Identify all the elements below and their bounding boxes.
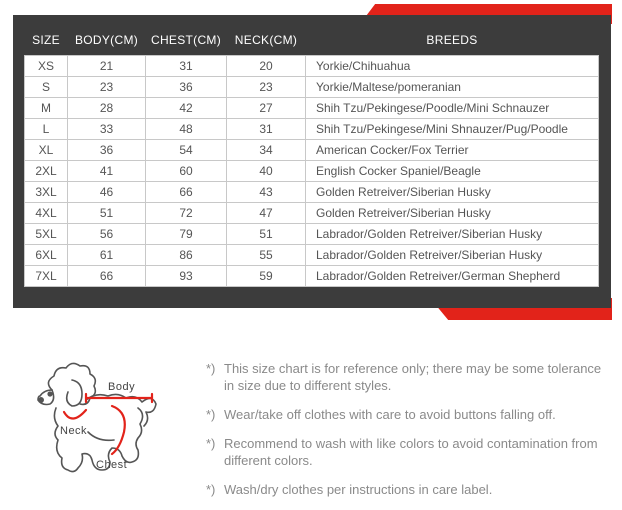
- chest-label: Chest: [96, 459, 128, 471]
- dog-ear-outline: [67, 380, 82, 406]
- header-size: SIZE: [32, 32, 60, 47]
- table-row: [25, 203, 599, 224]
- table-row: [25, 56, 599, 77]
- table-row: [25, 224, 599, 245]
- cell-chest: 31: [146, 56, 227, 77]
- note-item: [206, 406, 606, 423]
- cell-size: L: [25, 119, 68, 140]
- cell-chest: 72: [146, 203, 227, 224]
- cell-neck: 27: [227, 98, 306, 119]
- table-row: [25, 182, 599, 203]
- cell-chest: 66: [146, 182, 227, 203]
- header-body: BODY(CM): [74, 32, 139, 47]
- cell-neck: 23: [227, 77, 306, 98]
- cell-breeds: Yorkie/Chihuahua: [306, 56, 599, 77]
- table-row: [25, 266, 599, 287]
- dog-chest-curve: [88, 432, 114, 440]
- cell-body: 46: [68, 182, 146, 203]
- cell-neck: 59: [227, 266, 306, 287]
- cell-neck: 40: [227, 161, 306, 182]
- cell-size: 5XL: [25, 224, 68, 245]
- cell-body: 56: [68, 224, 146, 245]
- cell-body: 36: [68, 140, 146, 161]
- cell-neck: 20: [227, 56, 306, 77]
- cell-breeds: Golden Retreiver/Siberian Husky: [306, 182, 599, 203]
- cell-size: 2XL: [25, 161, 68, 182]
- dog-body-top-outline: [86, 394, 156, 426]
- note-marker: *): [206, 407, 216, 422]
- cell-chest: 42: [146, 98, 227, 119]
- header-row: [25, 24, 599, 56]
- note-item: [206, 360, 606, 394]
- cell-chest: 60: [146, 161, 227, 182]
- cell-neck: 31: [227, 119, 306, 140]
- table-row: [25, 119, 599, 140]
- table-row: [25, 98, 599, 119]
- cell-body: 66: [68, 266, 146, 287]
- cell-breeds: Golden Retreiver/Siberian Husky: [306, 203, 599, 224]
- cell-breeds: Shih Tzu/Pekingese/Mini Shnauzer/Pug/Poodle: [306, 119, 599, 140]
- cell-body: 61: [68, 245, 146, 266]
- chest-measure-ring: [112, 406, 125, 454]
- dog-measurement-diagram: [30, 360, 190, 500]
- cell-chest: 93: [146, 266, 227, 287]
- cell-breeds: Yorkie/Maltese/pomeranian: [306, 77, 599, 98]
- note-text: Wear/take off clothes with care to avoid buttons falling off.: [224, 407, 556, 422]
- dog-eye: [48, 392, 52, 396]
- cell-chest: 54: [146, 140, 227, 161]
- cell-neck: 47: [227, 203, 306, 224]
- header-neck: NECK(CM): [234, 32, 298, 47]
- note-marker: *): [206, 361, 216, 376]
- neck-measure-ring: [64, 410, 86, 419]
- table-row: [25, 140, 599, 161]
- cell-size: 3XL: [25, 182, 68, 203]
- header-breeds: BREEDS: [426, 32, 478, 47]
- cell-breeds: American Cocker/Fox Terrier: [306, 140, 599, 161]
- cell-body: 21: [68, 56, 146, 77]
- cell-neck: 43: [227, 182, 306, 203]
- cell-body: 28: [68, 98, 146, 119]
- cell-body: 51: [68, 203, 146, 224]
- cell-size: XL: [25, 140, 68, 161]
- body-label: Body: [108, 381, 136, 393]
- cell-breeds: Labrador/Golden Retreiver/Siberian Husky: [306, 245, 599, 266]
- cell-chest: 36: [146, 77, 227, 98]
- table-row: [25, 161, 599, 182]
- note-marker: *): [206, 482, 216, 497]
- cell-size: 7XL: [25, 266, 68, 287]
- cell-breeds: Labrador/Golden Retreiver/German Shepherd: [306, 266, 599, 287]
- cell-size: XS: [25, 56, 68, 77]
- note-marker: *): [206, 436, 216, 451]
- cell-breeds: Shih Tzu/Pekingese/Poodle/Mini Schnauzer: [306, 98, 599, 119]
- cell-neck: 55: [227, 245, 306, 266]
- cell-chest: 79: [146, 224, 227, 245]
- cell-body: 33: [68, 119, 146, 140]
- dog-nose: [39, 398, 43, 402]
- cell-body: 23: [68, 77, 146, 98]
- table-row: [25, 245, 599, 266]
- note-text: This size chart is for reference only; there may be some tolerance in size due to different styles.: [224, 361, 602, 393]
- cell-size: 4XL: [25, 203, 68, 224]
- cell-breeds: Labrador/Golden Retreiver/Siberian Husky: [306, 224, 599, 245]
- cell-breeds: English Cocker Spaniel/Beagle: [306, 161, 599, 182]
- note-text: Recommend to wash with like colors to avoid contamination from different colors.: [224, 436, 598, 468]
- note-text: Wash/dry clothes per instructions in care label.: [224, 482, 493, 497]
- cell-size: M: [25, 98, 68, 119]
- care-notes: [206, 360, 606, 510]
- cell-neck: 51: [227, 224, 306, 245]
- neck-label: Neck: [60, 425, 88, 437]
- cell-chest: 86: [146, 245, 227, 266]
- cell-size: S: [25, 77, 68, 98]
- cell-neck: 34: [227, 140, 306, 161]
- note-item: [206, 435, 606, 469]
- size-chart-table: [24, 24, 599, 287]
- cell-size: 6XL: [25, 245, 68, 266]
- note-item: [206, 481, 606, 498]
- header-chest: CHEST(CM): [150, 32, 222, 47]
- cell-chest: 48: [146, 119, 227, 140]
- table-row: [25, 77, 599, 98]
- cell-body: 41: [68, 161, 146, 182]
